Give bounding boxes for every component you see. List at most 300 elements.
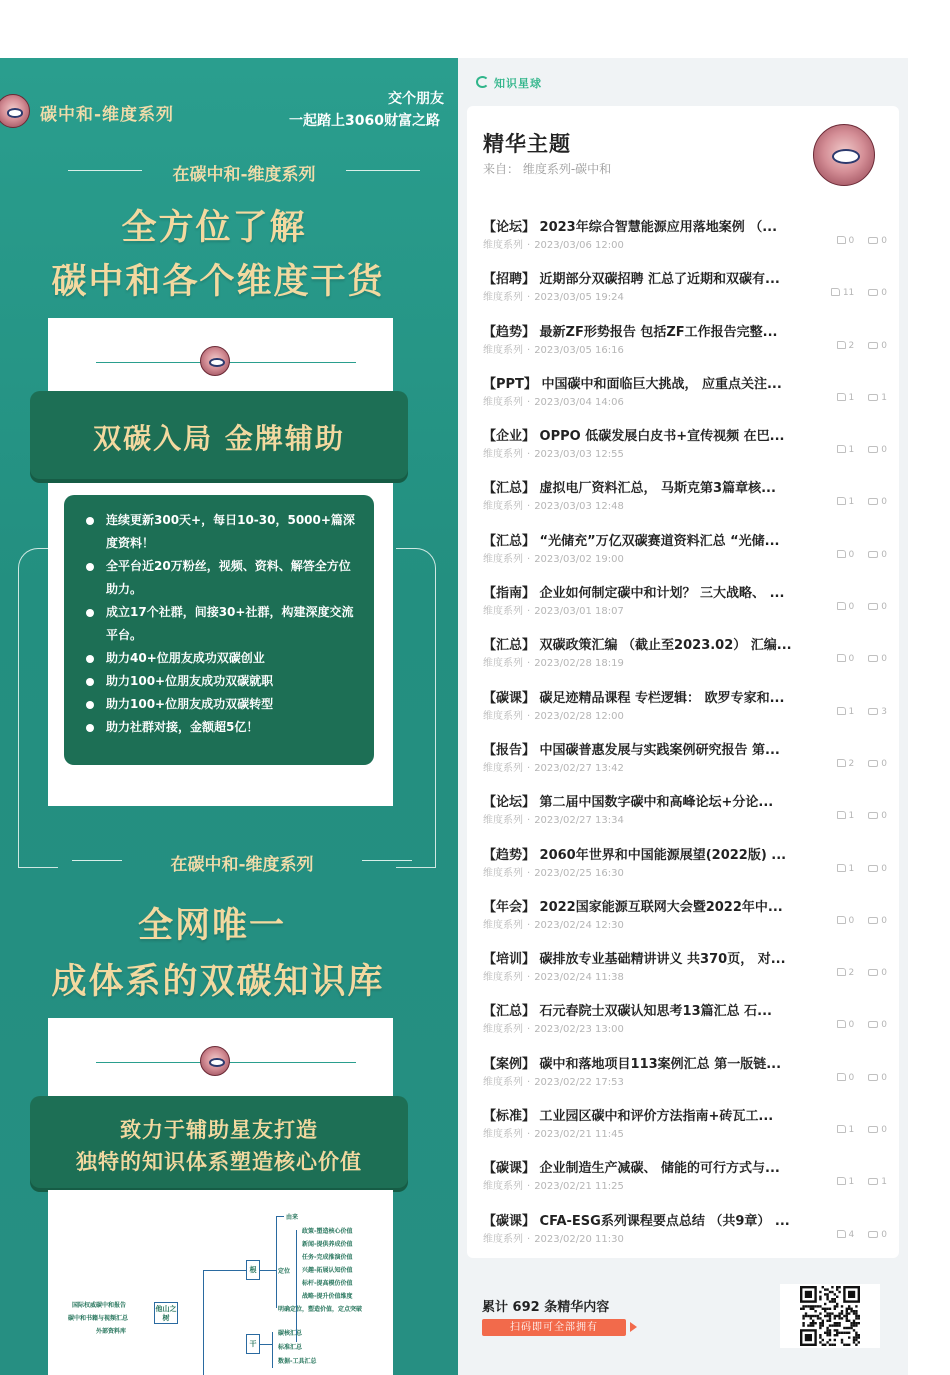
qr-module bbox=[810, 1315, 812, 1317]
mindmap-node: 兴趣-拓展认知价值 bbox=[302, 1267, 353, 1274]
qr-module bbox=[855, 1324, 857, 1326]
like-icon[interactable] bbox=[837, 916, 846, 924]
qr-module bbox=[805, 1315, 807, 1317]
topic-row[interactable] bbox=[483, 1149, 887, 1201]
comment-icon[interactable] bbox=[868, 1021, 878, 1028]
comment-icon[interactable] bbox=[868, 1074, 878, 1081]
comment-icon[interactable] bbox=[868, 917, 878, 924]
topic-title[interactable]: 【汇总】 石元春院士双碳认知思考13篇汇总 石... bbox=[483, 1004, 772, 1020]
qr-module bbox=[819, 1291, 821, 1293]
topic-meta bbox=[483, 654, 624, 669]
like-icon[interactable] bbox=[837, 393, 846, 401]
topic-title[interactable]: 【报告】 中国碳普惠发展与实践案例研究报告 第... bbox=[483, 742, 780, 758]
topic-stats bbox=[837, 393, 887, 403]
topic-title[interactable]: 【指南】 企业如何制定碳中和计划？ 三大战略、 ... bbox=[483, 586, 785, 602]
topic-stats bbox=[837, 1073, 887, 1083]
qr-module bbox=[812, 1305, 814, 1307]
comment-icon[interactable] bbox=[868, 1231, 878, 1238]
comment-icon[interactable] bbox=[868, 708, 878, 715]
qr-module bbox=[834, 1298, 836, 1300]
mindmap-line bbox=[260, 1344, 272, 1345]
list-item: 助力40+位朋友成功双碳创业 bbox=[82, 647, 362, 670]
qr-module bbox=[826, 1288, 828, 1290]
qr-module bbox=[843, 1315, 845, 1317]
like-icon[interactable] bbox=[837, 759, 846, 767]
separator: · bbox=[527, 1129, 531, 1141]
comment-icon[interactable] bbox=[868, 342, 878, 349]
qr-module bbox=[841, 1339, 843, 1341]
topic-row[interactable] bbox=[483, 731, 887, 783]
like-count: 0 bbox=[848, 236, 855, 246]
mindmap-node: 外部资料库 bbox=[96, 1328, 127, 1335]
qr-module bbox=[838, 1291, 840, 1293]
qr-module bbox=[855, 1305, 857, 1307]
qr-module bbox=[838, 1312, 840, 1314]
topic-row[interactable] bbox=[483, 417, 887, 469]
comment-count: 0 bbox=[881, 236, 887, 246]
comment-count: 0 bbox=[881, 497, 887, 508]
planet-name: 知识星球 bbox=[494, 77, 542, 90]
topic-author: 维度系列 bbox=[483, 867, 523, 879]
mindmap-node: 任务-完成推演价值 bbox=[302, 1254, 353, 1261]
topic-time: 2023/02/28 12:00 bbox=[534, 710, 624, 722]
qr-module bbox=[829, 1317, 831, 1319]
qr-module bbox=[853, 1329, 855, 1331]
topic-author: 维度系列 bbox=[483, 396, 523, 408]
scan-to-join-button[interactable]: 扫码即可全部拥有 bbox=[482, 1319, 626, 1336]
topic-row[interactable] bbox=[483, 313, 887, 365]
qr-module bbox=[843, 1327, 845, 1329]
topic-meta bbox=[483, 288, 624, 303]
qr-module bbox=[834, 1324, 836, 1326]
qr-module bbox=[829, 1332, 831, 1334]
separator: · bbox=[527, 449, 531, 461]
topic-stats bbox=[837, 445, 887, 455]
qr-module bbox=[853, 1310, 855, 1312]
qr-module bbox=[812, 1320, 814, 1322]
qr-module bbox=[858, 1315, 860, 1317]
topic-meta bbox=[483, 1230, 624, 1245]
mindmap-line bbox=[272, 1332, 273, 1368]
divider bbox=[346, 170, 420, 171]
qr-module bbox=[802, 1324, 804, 1326]
like-icon[interactable] bbox=[831, 288, 840, 296]
topic-title[interactable]: 【论坛】 第二届中国数字碳中和高峰论坛+分论... bbox=[483, 795, 774, 811]
qr-module bbox=[841, 1310, 843, 1312]
like-icon[interactable] bbox=[837, 341, 846, 349]
eye-logo-icon bbox=[200, 346, 230, 376]
qr-module bbox=[817, 1305, 819, 1307]
qr-module bbox=[846, 1327, 848, 1329]
topic-title[interactable]: 【企业】 OPPO 低碳发展白皮书+宣传视频 在巴... bbox=[483, 429, 785, 445]
mindmap-node: 战略-提升价值维度 bbox=[302, 1293, 353, 1300]
qr-module bbox=[819, 1312, 821, 1314]
qr-module bbox=[802, 1305, 804, 1307]
topic-title[interactable]: 【论坛】 2023年综合智慧能源应用落地案例 （... bbox=[483, 220, 778, 235]
topic-time: 2023/02/21 11:25 bbox=[534, 1181, 624, 1193]
topic-meta bbox=[483, 1073, 624, 1088]
comment-count: 0 bbox=[881, 1125, 887, 1136]
qr-module bbox=[810, 1308, 812, 1310]
like-icon[interactable] bbox=[837, 1125, 846, 1133]
topic-author: 维度系列 bbox=[483, 292, 523, 304]
comment-icon[interactable] bbox=[868, 969, 878, 976]
qr-module bbox=[853, 1341, 855, 1343]
qr-module bbox=[834, 1300, 836, 1302]
qr-module bbox=[826, 1341, 828, 1343]
like-icon[interactable] bbox=[837, 864, 846, 872]
mindmap-node: 定位 bbox=[278, 1268, 291, 1275]
banner-2-line2: 独特的知识体系塑造核心价值 bbox=[76, 1150, 362, 1174]
comment-count: 0 bbox=[881, 445, 887, 456]
topic-row[interactable] bbox=[483, 940, 887, 992]
topic-stats bbox=[837, 236, 887, 246]
mindmap-line bbox=[260, 1270, 276, 1271]
qr-module bbox=[807, 1305, 809, 1307]
like-count: 1 bbox=[848, 1125, 855, 1136]
topic-row[interactable] bbox=[483, 208, 887, 260]
planet-logo-icon bbox=[476, 76, 489, 88]
section-heading-2 bbox=[72, 848, 412, 874]
qr-module bbox=[850, 1310, 852, 1312]
topic-row[interactable] bbox=[483, 888, 887, 940]
separator: · bbox=[527, 815, 531, 827]
group-avatar-icon bbox=[813, 124, 875, 186]
qr-module bbox=[848, 1327, 850, 1329]
qr-module bbox=[826, 1312, 828, 1314]
separator: · bbox=[527, 658, 531, 670]
list-item: 连续更新300天+，每日10-30，5000+篇深度资料！ bbox=[82, 509, 362, 555]
brand-eye-logo-icon bbox=[0, 94, 30, 128]
comment-count: 0 bbox=[881, 1020, 887, 1031]
separator: · bbox=[527, 1233, 531, 1245]
decorative-arc bbox=[396, 548, 436, 868]
source-label: 来自： 维度系列-碳中和 bbox=[483, 162, 612, 176]
list-item: 助力社群对接，金额超5亿！ bbox=[82, 716, 362, 739]
like-icon[interactable] bbox=[837, 811, 846, 819]
topic-author: 维度系列 bbox=[483, 553, 523, 565]
topic-meta bbox=[483, 759, 624, 774]
comment-icon[interactable] bbox=[868, 1178, 878, 1185]
qr-module bbox=[822, 1308, 824, 1310]
topic-title[interactable]: 【PPT】 中国碳中和面临巨大挑战， 应重点关注... bbox=[483, 376, 782, 392]
qr-module bbox=[853, 1320, 855, 1322]
qr-module bbox=[817, 1315, 819, 1317]
topic-title[interactable]: 【年会】 2022国家能源互联网大会暨2022年中... bbox=[483, 899, 783, 915]
topic-title[interactable]: 【培训】 碳排放专业基础精讲讲义 共370页， 对... bbox=[483, 952, 786, 968]
topic-title[interactable]: 【案例】 碳中和落地项目113案例汇总 第一版链... bbox=[483, 1056, 782, 1072]
like-icon[interactable] bbox=[837, 1073, 846, 1081]
topic-time: 2023/02/24 12:30 bbox=[534, 919, 624, 931]
topic-time: 2023/02/27 13:34 bbox=[534, 815, 624, 827]
like-icon[interactable] bbox=[837, 602, 846, 610]
topic-stats bbox=[837, 602, 887, 612]
arrow-right-icon bbox=[630, 1322, 637, 1332]
like-count: 0 bbox=[848, 915, 855, 926]
topic-row[interactable] bbox=[483, 783, 887, 835]
like-icon[interactable] bbox=[837, 550, 846, 558]
qr-module bbox=[836, 1305, 838, 1307]
comment-icon[interactable] bbox=[868, 237, 878, 244]
topic-time: 2023/03/03 12:55 bbox=[534, 449, 624, 461]
topic-time: 2023/03/04 14:06 bbox=[534, 396, 624, 408]
qr-module bbox=[841, 1317, 843, 1319]
qr-module bbox=[858, 1334, 860, 1336]
qr-module bbox=[810, 1317, 812, 1319]
topic-meta bbox=[483, 602, 624, 617]
topic-row[interactable] bbox=[483, 522, 887, 574]
qr-module bbox=[824, 1344, 826, 1346]
qr-module bbox=[855, 1336, 857, 1338]
topic-row[interactable] bbox=[483, 574, 887, 626]
qr-module bbox=[836, 1303, 838, 1305]
qr-module bbox=[829, 1291, 831, 1293]
mindmap-line bbox=[203, 1270, 246, 1271]
topic-row[interactable] bbox=[483, 469, 887, 521]
qr-module bbox=[831, 1324, 833, 1326]
topic-meta bbox=[483, 341, 624, 356]
comment-icon[interactable] bbox=[868, 812, 878, 819]
qr-module bbox=[805, 1305, 807, 1307]
qr-module bbox=[829, 1312, 831, 1314]
like-count: 0 bbox=[848, 602, 855, 613]
topic-author: 维度系列 bbox=[483, 815, 523, 827]
topic-title[interactable]: 【趋势】 2060年世界和中国能源展望(2022版) ... bbox=[483, 847, 787, 863]
topic-title[interactable]: 【碳课】 碳足迹精品课程 专栏逻辑： 欧罗专家和... bbox=[483, 690, 785, 706]
qr-module bbox=[826, 1298, 828, 1300]
mindmap-node: 国际权威碳中和报告 bbox=[72, 1302, 127, 1309]
qr-module bbox=[829, 1315, 831, 1317]
total-count: 累计 692 条精华内容 bbox=[482, 1300, 610, 1315]
comment-icon[interactable] bbox=[868, 551, 878, 558]
like-icon[interactable] bbox=[837, 1020, 846, 1028]
comment-count: 1 bbox=[881, 1177, 887, 1188]
headline-2-line2: 成体系的双碳知识库 bbox=[51, 962, 385, 1002]
topic-title[interactable]: 【标准】 工业园区碳中和评价方法指南+砖瓦工... bbox=[483, 1109, 774, 1125]
topics-card bbox=[467, 106, 899, 1258]
qr-module bbox=[829, 1339, 831, 1341]
slogan-line2: 一起踏上3060财富之路 bbox=[289, 113, 440, 129]
qr-module bbox=[826, 1320, 828, 1322]
qr-module bbox=[846, 1320, 848, 1322]
eye-logo-icon bbox=[200, 1046, 230, 1076]
list-item: 成立17个社群，间接30+社群，构建深度交流平台。 bbox=[82, 601, 362, 647]
topic-title[interactable]: 【汇总】 虚拟电厂资料汇总， 马斯克第3篇章核... bbox=[483, 481, 776, 497]
qr-module bbox=[810, 1324, 812, 1326]
qr-module bbox=[831, 1312, 833, 1314]
topic-time: 2023/02/24 11:38 bbox=[534, 972, 624, 984]
topic-stats bbox=[837, 550, 887, 560]
qr-module bbox=[826, 1293, 828, 1295]
topic-row[interactable] bbox=[483, 1202, 887, 1254]
topic-title[interactable]: 【碳课】 CFA-ESG系列课程要点总结 （共9章） ... bbox=[483, 1213, 790, 1229]
separator: · bbox=[527, 606, 531, 618]
like-count: 2 bbox=[848, 340, 855, 351]
like-icon[interactable] bbox=[837, 1177, 846, 1185]
qr-module bbox=[843, 1344, 845, 1346]
like-icon[interactable] bbox=[837, 707, 846, 715]
topic-author: 维度系列 bbox=[483, 762, 523, 774]
qr-module bbox=[855, 1310, 857, 1312]
qr-module bbox=[855, 1332, 857, 1334]
qr-module bbox=[831, 1286, 833, 1288]
topic-title[interactable]: 【碳课】 企业制造生产减碳、 储能的可行方式与... bbox=[483, 1161, 780, 1177]
topic-stats bbox=[837, 1230, 887, 1240]
qr-module bbox=[855, 1322, 857, 1324]
separator: · bbox=[527, 1181, 531, 1193]
qr-module bbox=[824, 1288, 826, 1290]
banner-1-text: 双碳入局 金牌辅助 bbox=[93, 422, 345, 455]
qr-module bbox=[814, 1322, 816, 1324]
qr-module bbox=[824, 1315, 826, 1317]
topic-title[interactable]: 【趋势】 最新ZF形势报告 包括ZF工作报告完整... bbox=[483, 324, 778, 340]
qr-module bbox=[843, 1332, 845, 1334]
qr-module bbox=[853, 1312, 855, 1314]
topic-row[interactable] bbox=[483, 365, 887, 417]
mindmap-left-box: 他山之树 bbox=[154, 1302, 178, 1324]
qr-module bbox=[800, 1308, 802, 1310]
comment-icon[interactable] bbox=[868, 760, 878, 767]
topic-time: 2023/02/22 17:53 bbox=[534, 1076, 624, 1088]
qr-module bbox=[836, 1286, 838, 1288]
topic-row[interactable] bbox=[483, 992, 887, 1044]
like-count: 1 bbox=[848, 445, 855, 456]
topic-meta bbox=[483, 864, 624, 879]
topic-time: 2023/02/21 11:45 bbox=[534, 1129, 624, 1141]
topic-row[interactable] bbox=[483, 260, 887, 312]
comment-icon[interactable] bbox=[868, 446, 878, 453]
mindmap-line bbox=[296, 1230, 297, 1342]
qr-module bbox=[853, 1336, 855, 1338]
qr-module bbox=[802, 1322, 804, 1324]
topic-title[interactable]: 【招聘】 近期部分双碳招聘 汇总了近期和双碳有... bbox=[483, 272, 780, 288]
topic-row[interactable] bbox=[483, 1045, 887, 1097]
qr-module bbox=[834, 1339, 836, 1341]
qr-code-icon[interactable] bbox=[780, 1284, 880, 1348]
topic-title[interactable]: 【汇总】 “光储充”万亿双碳赛道资料汇总 “光储... bbox=[483, 533, 780, 549]
topic-row[interactable] bbox=[483, 836, 887, 888]
qr-module bbox=[822, 1286, 824, 1288]
qr-module bbox=[826, 1296, 828, 1298]
qr-module bbox=[848, 1312, 850, 1314]
topic-author: 维度系列 bbox=[483, 972, 523, 984]
topic-time: 2023/03/05 16:16 bbox=[534, 344, 624, 356]
topic-time: 2023/03/05 19:24 bbox=[534, 292, 624, 304]
like-count: 1 bbox=[848, 811, 855, 822]
qr-module bbox=[826, 1332, 828, 1334]
like-count: 1 bbox=[848, 863, 855, 874]
comment-icon[interactable] bbox=[868, 603, 878, 610]
qr-module bbox=[855, 1317, 857, 1319]
topic-time: 2023/03/03 12:48 bbox=[534, 501, 624, 513]
comment-icon[interactable] bbox=[868, 1126, 878, 1133]
qr-module bbox=[822, 1322, 824, 1324]
separator: · bbox=[527, 344, 531, 356]
qr-module bbox=[853, 1324, 855, 1326]
separator: · bbox=[527, 1024, 531, 1036]
qr-module bbox=[834, 1305, 836, 1307]
like-count: 0 bbox=[848, 1020, 855, 1031]
qr-module bbox=[819, 1334, 821, 1336]
qr-module bbox=[812, 1315, 814, 1317]
topic-row[interactable] bbox=[483, 1097, 887, 1149]
qr-module bbox=[829, 1320, 831, 1322]
comment-icon[interactable] bbox=[868, 498, 878, 505]
list-item: 全平台近20万粉丝，视频、资料、解答全方位助力。 bbox=[82, 555, 362, 601]
headline-2-line1: 全网唯一 bbox=[137, 906, 286, 946]
qr-module bbox=[819, 1305, 821, 1307]
mindmap-trunk-box: 干 bbox=[246, 1334, 260, 1354]
topic-author: 维度系列 bbox=[483, 606, 523, 618]
qr-module bbox=[822, 1320, 824, 1322]
comment-icon[interactable] bbox=[868, 865, 878, 872]
like-icon[interactable] bbox=[837, 236, 846, 244]
qr-module bbox=[819, 1341, 821, 1343]
topic-row[interactable] bbox=[483, 626, 887, 678]
mindmap-line bbox=[276, 1216, 277, 1308]
qr-module bbox=[819, 1324, 821, 1326]
mindmap-node: 碳核汇总 bbox=[278, 1330, 303, 1337]
qr-module bbox=[810, 1322, 812, 1324]
mindmap-node: 新闻-提供养成价值 bbox=[302, 1241, 353, 1248]
comment-icon[interactable] bbox=[868, 655, 878, 662]
qr-module bbox=[829, 1308, 831, 1310]
topic-title[interactable]: 【汇总】 双碳政策汇编 （截止至2023.02） 汇编... bbox=[483, 638, 792, 654]
qr-module bbox=[826, 1334, 828, 1336]
like-count: 2 bbox=[848, 758, 855, 769]
like-count: 1 bbox=[848, 706, 855, 717]
essence-topics-panel bbox=[458, 58, 908, 1375]
comment-icon[interactable] bbox=[868, 394, 878, 401]
qr-module bbox=[822, 1339, 824, 1341]
slogan-line1: 交个朋友 bbox=[388, 91, 444, 107]
topic-row[interactable] bbox=[483, 679, 887, 731]
like-icon[interactable] bbox=[837, 497, 846, 505]
brand-row bbox=[0, 88, 458, 138]
mindmap-line bbox=[276, 1216, 284, 1217]
topic-meta bbox=[483, 916, 624, 931]
qr-module bbox=[831, 1300, 833, 1302]
qr-module bbox=[855, 1344, 857, 1346]
separator: · bbox=[527, 1076, 531, 1088]
comment-icon[interactable] bbox=[868, 289, 878, 296]
qr-module bbox=[819, 1322, 821, 1324]
like-count: 0 bbox=[848, 549, 855, 560]
qr-module bbox=[802, 1317, 804, 1319]
topic-stats bbox=[831, 288, 887, 298]
topic-stats bbox=[837, 968, 887, 978]
like-count: 0 bbox=[848, 1072, 855, 1083]
comment-count: 0 bbox=[881, 340, 887, 351]
qr-module bbox=[824, 1303, 826, 1305]
separator: · bbox=[527, 919, 531, 931]
separator: · bbox=[527, 292, 531, 304]
comment-count: 0 bbox=[881, 549, 887, 560]
qr-module bbox=[838, 1317, 840, 1319]
like-icon[interactable] bbox=[837, 654, 846, 662]
qr-module bbox=[834, 1315, 836, 1317]
mindmap-node: 由来 bbox=[286, 1214, 299, 1221]
like-icon[interactable] bbox=[837, 968, 846, 976]
like-icon[interactable] bbox=[837, 1230, 846, 1238]
qr-module bbox=[836, 1288, 838, 1290]
mindmap-node: 政策-塑造核心价值 bbox=[302, 1228, 353, 1235]
topic-author: 维度系列 bbox=[483, 1024, 523, 1036]
qr-module bbox=[829, 1324, 831, 1326]
comment-count: 0 bbox=[881, 288, 887, 299]
like-icon[interactable] bbox=[837, 445, 846, 453]
qr-module bbox=[807, 1315, 809, 1317]
